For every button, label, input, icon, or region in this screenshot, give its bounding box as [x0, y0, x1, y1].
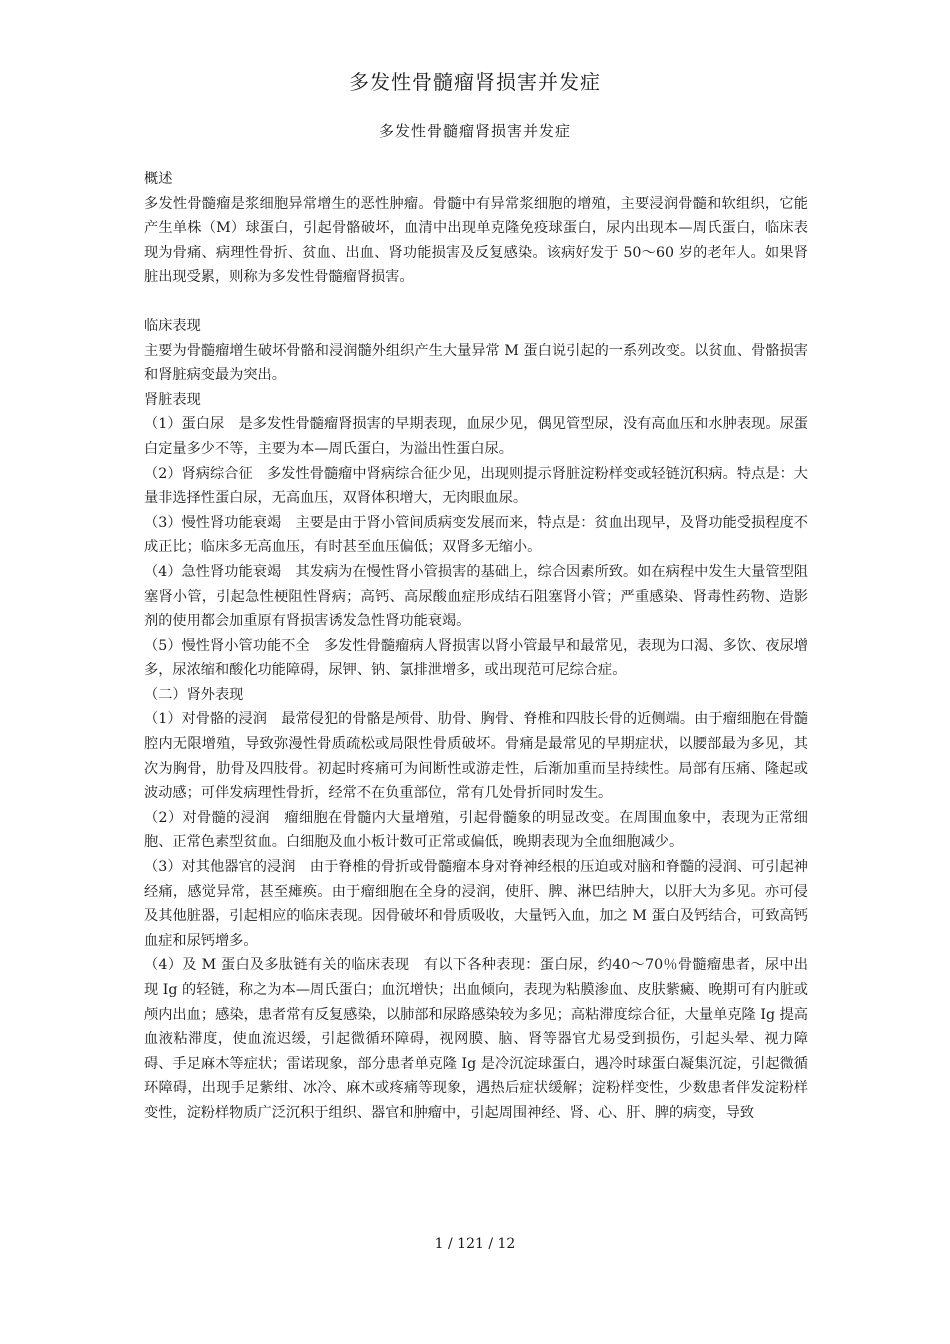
renal-heading: 肾脏表现 [144, 391, 201, 408]
extrarenal-item: （2）对骨髓的浸润 瘤细胞在骨髓内大量增殖，引起骨髓象的明显改变。在周围血象中，表现为正常细胞、正常色素型贫血。白细胞及血小板计数可正常或偏低，晚期表现为全血细胞减少。 [144, 809, 808, 851]
clinical-heading: 临床表现 [144, 317, 201, 334]
extrarenal-item: （4）及 M 蛋白及多肽链有关的临床表现 有以下各种表现：蛋白尿，约40～70％骨髓瘤患者，尿中出现 Ig 的轻链，称之为本—周氏蛋白；血沉增快；出血倾向，表现为粘膜渗血、皮肤紫癜、晚期可有内脏或颅内出血；感染，患者常有反复感染，以肺部和尿路感染较为多见；高粘滞度综合征，大量单克隆 Ig 提高血液粘滞度，使血流迟缓，引起微循环障碍，视网膜、脑、肾等器官尤易受到损伤，引起头晕、视力障碍、手足麻木等症状；雷诺现象，部分患者单克隆 Ig 是冷沉淀球蛋白，遇冷时球蛋白凝集沉淀，引起微循环障碍，出现手足紫绀、冰冷、麻木或疼痛等现象，遇热后症状缓解；淀粉样变性，少数患者伴发淀粉样变性，淀粉样物质广泛沉积于组织、器官和肿瘤中，引起周围神经、肾、心、肝、脾的病变，导致 [144, 957, 808, 1121]
document-body [144, 167, 808, 1126]
renal-item: （4）急性肾功能衰竭 其发病为在慢性肾小管损害的基础上，综合因素所致。如在病程中发生大量管型阻塞肾小管，引起急性梗阻性肾病；高钙、高尿酸血症形成结石阻塞肾小管；严重感染、肾毒性药物、造影剂的使用都会加重原有肾损害诱发急性肾功能衰竭。 [144, 563, 808, 630]
overview-heading: 概述 [144, 171, 173, 187]
clinical-paragraph: 主要为骨髓瘤增生破坏骨骼和浸润髓外组织产生大量异常 M 蛋白说引起的一系列改变。以贫血、骨骼损害和肾脏病变最为突出。 [144, 342, 808, 384]
renal-item: （2）肾病综合征 多发性骨髓瘤中肾病综合征少见，出现则提示肾脏淀粉样变或轻链沉积病。特点是：大量非选择性蛋白尿，无高血压，双肾体积增大，无肉眼血尿。 [144, 465, 808, 507]
extrarenal-item: （3）对其他器官的浸润 由于脊椎的骨折或骨髓瘤本身对脊神经根的压迫或对脑和脊髓的浸润、可引起神经痛，感觉异常，甚至瘫痪。由于瘤细胞在全身的浸润，使肝、脾、淋巴结肿大，以肝大为多见。亦可侵及其他脏器，引起相应的临床表现。因骨破坏和骨质吸收，大量钙入血，加之 M 蛋白及钙结合，可致高钙血症和尿钙增多。 [144, 859, 808, 949]
document-title: 多发性骨髓瘤肾损害并发症 [349, 70, 601, 94]
renal-item: （5）慢性肾小管功能不全 多发性骨髓瘤病人肾损害以肾小管最早和最常见，表现为口渴、多饮、夜尿增多，尿浓缩和酸化功能障碍，尿钾、钠、氯排泄增多，或出现范可尼综合症。 [144, 637, 808, 679]
paragraph-gap [144, 290, 808, 314]
extrarenal-item: （1）对骨骼的浸润 最常侵犯的骨骼是颅骨、肋骨、胸骨、脊椎和四肢长骨的近侧端。由于瘤细胞在骨髓腔内无限增殖，导致弥漫性骨质疏松或局限性骨质破坏。骨痛是最常见的早期症状，以腰部最为多见，其次为胸骨，肋骨及四肢骨。初起时疼痛可为间断性或游走性，后渐加重而呈持续性。局部有压痛、隆起或波动感；可伴发病理性骨折，经常不在负重部位，常有几处骨折同时发生。 [144, 711, 808, 802]
page-number: 1 / 121 / 12 [434, 1236, 516, 1252]
document-subtitle: 多发性骨髓瘤肾损害并发症 [378, 122, 571, 140]
overview-paragraph: 多发性骨髓瘤是浆细胞异常增生的恶性肿瘤。骨髓中有异常浆细胞的增殖，主要浸润骨髓和软组织，它能产生单株（M）球蛋白，引起骨骼破坏，血清中出现单克隆免疫球蛋白，尿内出现本—周氏蛋白，临床表现为骨痛、病理性骨折、贫血、出血、肾功能损害及反复感染。该病好发于 50～60 岁的老年人。如果肾脏出现受累，则称为多发性骨髓瘤肾损害。 [144, 195, 808, 286]
renal-item: （3）慢性肾功能衰竭 主要是由于肾小管间质病变发展而来，特点是：贫血出现早，及肾功能受损程度不成正比；临床多无高血压，有时甚至血压偏低；双肾多无缩小。 [144, 514, 808, 556]
extrarenal-heading: （二）肾外表现 [144, 686, 244, 703]
renal-item: （1）蛋白尿 是多发性骨髓瘤肾损害的早期表现，血尿少见，偶见管型尿，没有高血压和水肿表现。尿蛋白定量多少不等，主要为本—周氏蛋白，为溢出性蛋白尿。 [144, 416, 808, 457]
